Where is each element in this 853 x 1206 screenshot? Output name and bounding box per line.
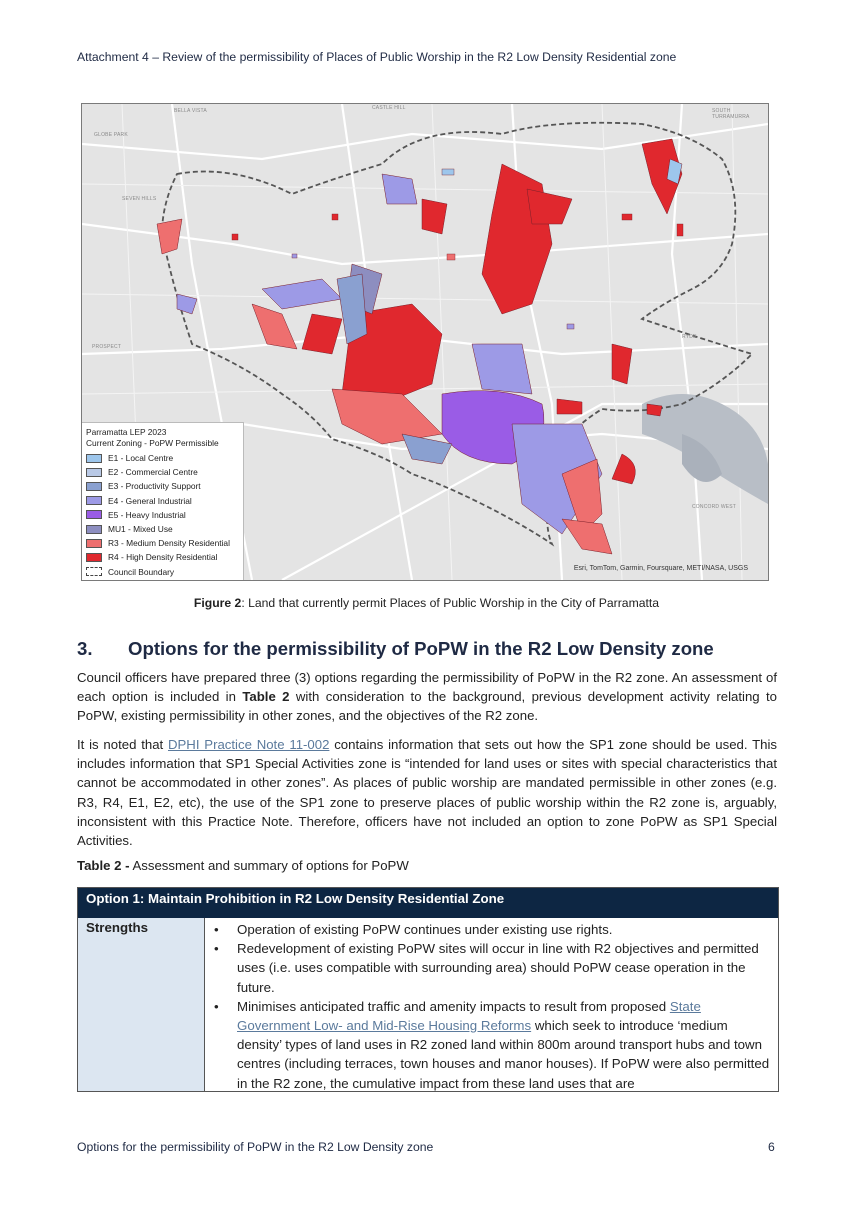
map-attribution: Esri, TomTom, Garmin, Foursquare, METI/NASA, USGS [573,565,748,572]
housing-reforms-link[interactable]: State Government Low- and Mid-Rise Housing Reforms [237,998,701,1034]
list-item: • Minimises anticipated traffic and amenity impacts to result from proposed State Government Low- and Mid-Rise Housing Reforms which seek to introduce ‘medium density’ types of land uses in R2 zoned land within 800m around transport hubs and town centres (including terraces, town houses and manor houses). If PoPW were also permitted in the R2 zone, the cumulative impact from these land uses that are [237,997,770,1093]
practice-note-link[interactable]: DPHI Practice Note 11-002 [167,737,330,752]
legend-item: E1 - Local Centre [86,451,243,465]
legend-item: E5 - Heavy Industrial [86,508,243,522]
legend-item: R4 - High Density Residential [86,550,243,564]
row-content [205,918,778,1091]
table-header: Option 1: Maintain Prohibition in R2 Low Density Residential Zone [78,888,778,918]
zoning-map [81,103,769,581]
map-suburb-label: BELLA VISTA [174,108,207,114]
figure-caption: Figure 2: Land that currently permit Places of Public Worship in the City of Parramatta [193,596,660,610]
map-suburb-label: GLOBE PARK [94,132,128,138]
legend-item: E4 - General Industrial [86,494,243,508]
legend-item: Council Boundary [86,565,243,579]
map-suburb-label: CONCORD WEST [692,504,737,510]
legend-item: R3 - Medium Density Residential [86,536,243,550]
map-suburb-label: SEVEN HILLS [122,196,157,202]
options-table [77,887,779,1092]
table-row [78,918,778,1091]
page-number: 6 [768,1140,775,1154]
list-item: • Redevelopment of existing PoPW sites will occur in line with R2 objectives and permitted uses (i.e. uses compatible with surrounding area) should PoPW cease operation in the future. [237,939,770,997]
map-suburb-label: PROSPECT [92,344,122,350]
page-header: Attachment 4 – Review of the permissibility of Places of Public Worship in the R2 Low Density Residential zone [77,50,677,64]
footer-title: Options for the permissibility of PoPW in the R2 Low Density zone [77,1140,434,1154]
map-legend [82,422,244,580]
section-heading: 3. Options for the permissibility of PoPW in the R2 Low Density zone [77,638,714,659]
row-label: Strengths [78,918,205,1091]
legend-item: MU1 - Mixed Use [86,522,243,536]
map-suburb-label: CASTLE HILL [372,105,406,111]
legend-subtitle: Current Zoning - PoPW Permissible [86,438,219,448]
paragraph-sp1-note: It is noted that DPHI Practice Note 11-002 contains information that sets out how the SP1 zone should be used. This includes information that SP1 Special Activities zone is “intended for land uses or sites with special characteristics that cannot be accommodated in other zones”. As places of public worship are mandated permissible in other zones (e.g. R3, R4, E1, E2, etc), the use of the SP1 zone to preserve places of public worship within the R2 zone is, arguably, inconsistent with this Practice Note. Therefore, officers have not included an option to zone PoPW as SP1 Special Activities. [77,737,777,849]
legend-item: E3 - Productivity Support [86,479,243,493]
legend-title: Parramatta LEP 2023 [86,427,167,437]
legend-item: E2 - Commercial Centre [86,465,243,479]
list-item: • Operation of existing PoPW continues under existing use rights. [237,920,770,939]
map-suburb-label: RYDE [682,334,697,340]
table-caption: Table 2 - Assessment and summary of options for PoPW [77,858,409,873]
map-suburb-label: SOUTH TURRAMURRA [712,108,750,120]
paragraph-options-intro: Council officers have prepared three (3) options regarding the permissibility of PoPW in the R2 zone. An assessment of each option is included in Table 2 with consideration to the background, previous development activity relating to PoPW, existing permissibility in other zones, and the objectives of the R2 zone. [77,670,778,724]
